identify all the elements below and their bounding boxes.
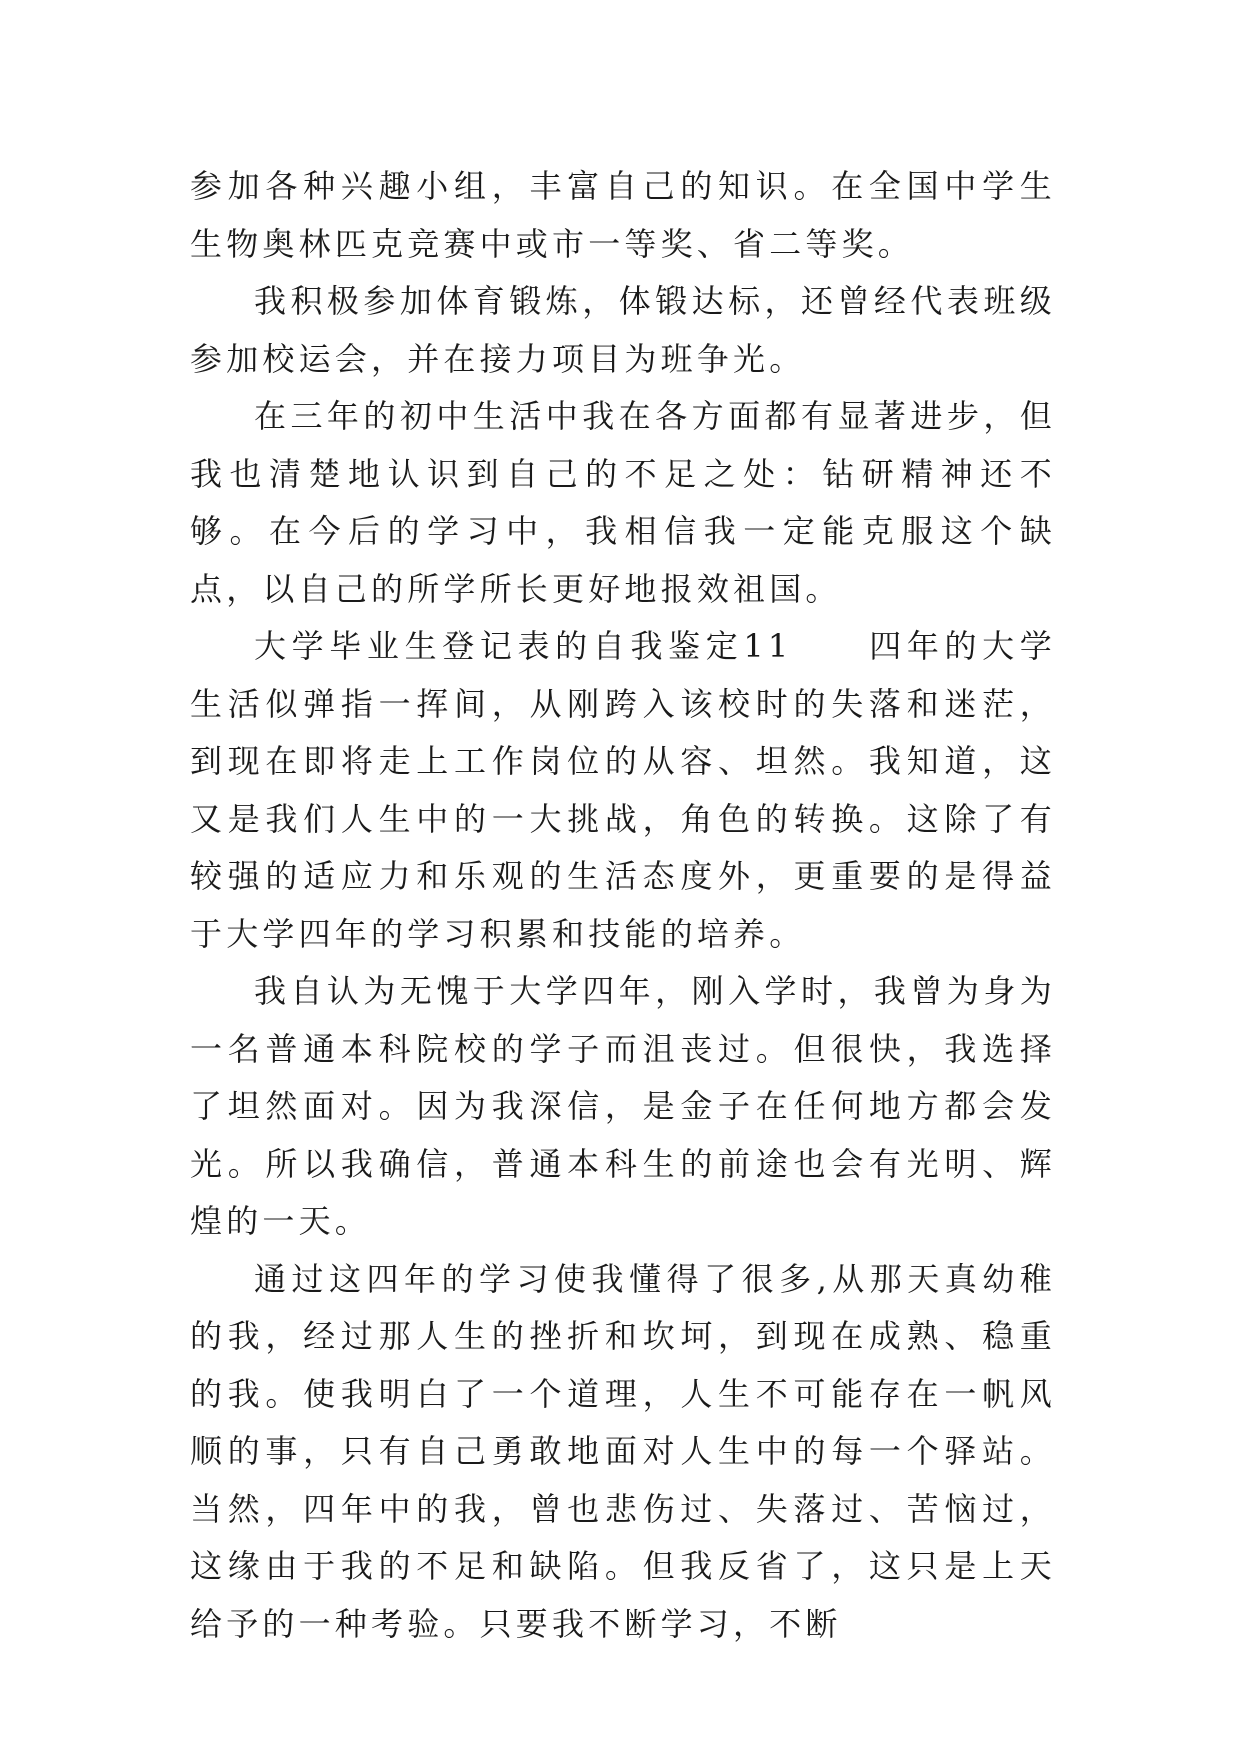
paragraph-four-years-learning	[190, 1251, 1056, 1654]
document-body	[190, 158, 1056, 1653]
text-line: 清楚地认识到自己的不足之处：钻研精神还不够。在今后的	[190, 454, 1056, 550]
text-line: 敢地面对人生中的每一个驿站。当然，四年中的我，曾也悲	[190, 1432, 1056, 1528]
paragraph-university-intro	[190, 618, 1056, 963]
text-line: 一大挑战，角色的转换。这除了有较强的适应力和乐观的生	[190, 799, 1056, 895]
paragraph-sports	[190, 273, 1056, 388]
text-line: 普通本科院校的学子而沮丧过。但很快，我选择了坦然面对。	[190, 1029, 1056, 1125]
text-line: 在三年的初中生活中我在各方面都有显著进步，但我也	[190, 397, 1056, 493]
text-line: 林匹克竞赛中或市一等奖、省二等奖。	[298, 224, 915, 263]
text-line: 似弹指一挥间，从刚跨入该校时的失落和迷茫，到现在即将	[190, 684, 1056, 780]
text-line: 学习中，我相信我一定能克服这个缺点，以自己的所学所长	[190, 512, 1057, 608]
text-line: 通过这四年的学习使我懂得了很多,从那天真幼稚的我，	[190, 1259, 1056, 1355]
paragraph-junior-high-summary	[190, 388, 1056, 618]
text-line: 大学毕业生登记表的自我鉴定11 四年的大学生活	[190, 627, 1056, 723]
text-line: 经过那人生的挫折和坎坷，到现在成熟、稳重的我。使我明	[190, 1317, 1056, 1413]
text-line: 更好地报效祖国。	[552, 569, 842, 608]
text-line: 省了，这只是上天给予的一种考验。只要我不断学习，不断	[190, 1547, 1056, 1643]
text-line: 因为我深信，是金子在任何地方都会发光。所以我确信，普	[190, 1087, 1056, 1183]
text-line: 校运会，并在接力项目为班争光。	[262, 339, 806, 378]
text-line: 参加各种兴趣小组，丰富自己的知识。在全国中学生生物奥	[190, 167, 1056, 263]
text-line: 白了一个道理，人生不可能存在一帆风顺的事，只有自己勇	[190, 1374, 1056, 1470]
text-line: 通本科生的前途也会有光明、辉煌的一天。	[190, 1144, 1056, 1240]
text-line: 我积极参加体育锻炼，体锻达标，还曾经代表班级参加	[190, 282, 1056, 378]
text-line: 活态度外，更重要的是得益于大学四年的学习积累和技能的	[190, 857, 1057, 953]
text-line: 走上工作岗位的从容、坦然。我知道，这又是我们人生中的	[190, 742, 1056, 838]
paragraph-interest-groups	[190, 158, 1056, 273]
text-line: 伤过、失落过、苦恼过，这缘由于我的不足和缺陷。但我反	[190, 1489, 1057, 1585]
text-line: 我自认为无愧于大学四年，刚入学时，我曾为身为一名	[190, 972, 1056, 1068]
text-line: 培养。	[696, 914, 806, 953]
paragraph-self-recognition	[190, 963, 1056, 1251]
